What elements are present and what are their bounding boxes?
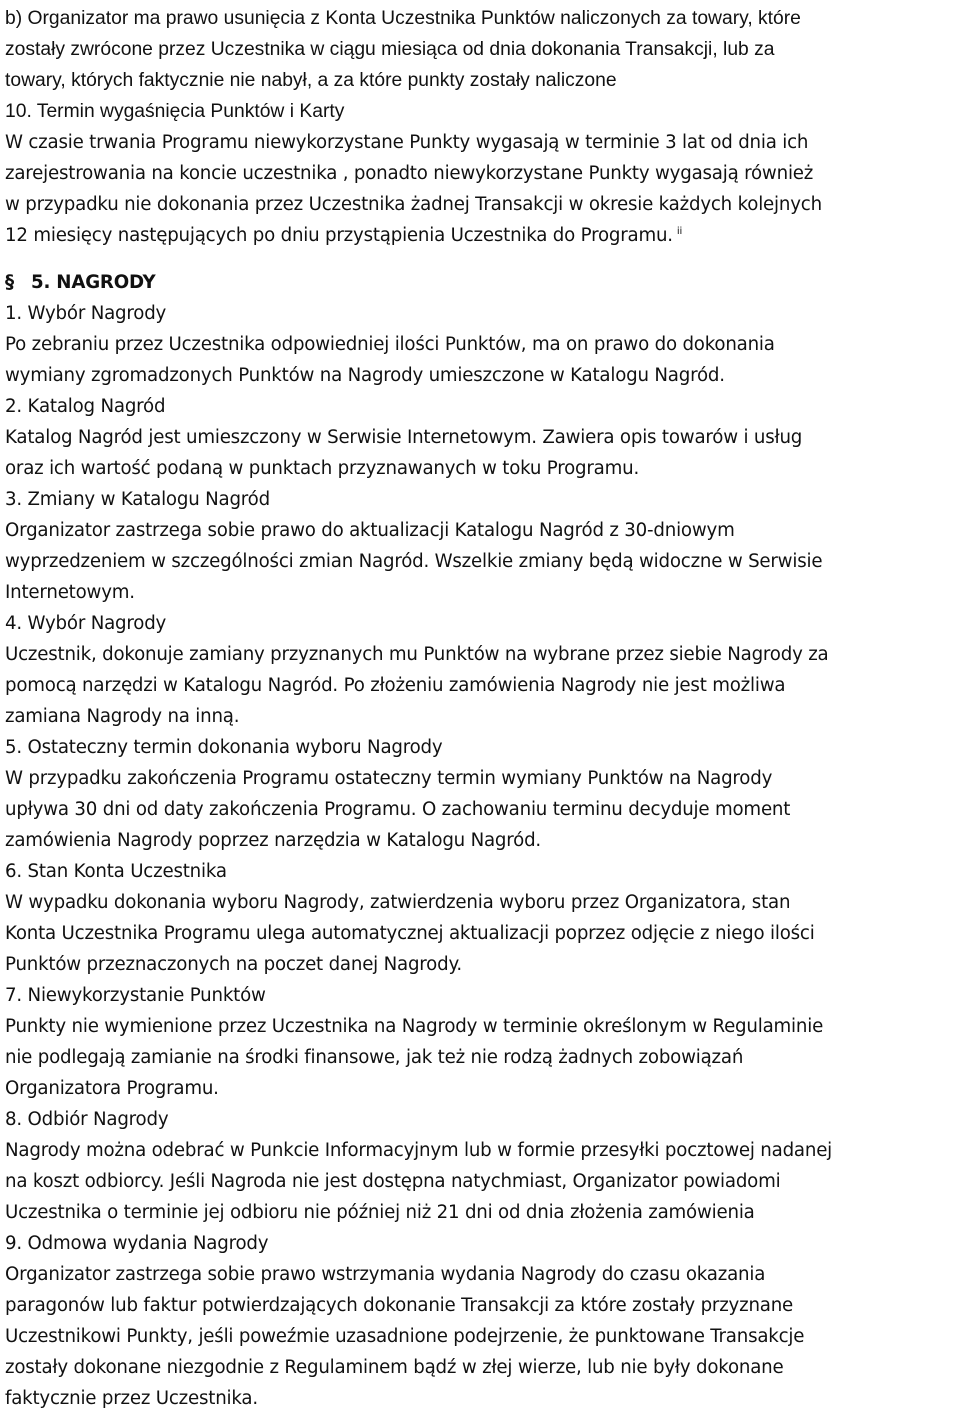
text-line: zostały zwrócone przez Uczestnika w ciągu miesiąca od dnia dokonania Transakcji, lub za [5, 39, 775, 60]
text-line: upływa 30 dni od daty zakończenia Programu. O zachowaniu terminu decyduje moment [5, 799, 791, 820]
text-line: W wypadku dokonania wyboru Nagrody, zatwierdzenia wyboru przez Organizatora, stan [5, 892, 791, 913]
text-line: towary, których faktycznie nie nabył, a za które punkty zostały naliczone [5, 70, 617, 91]
text-line: zamiana Nagrody na inną. [5, 706, 240, 727]
text-line: zamówienia Nagrody poprzez narzędzia w Katalogu Nagród. [5, 830, 542, 851]
section-item-heading: 3. Zmiany w Katalogu Nagród [5, 489, 270, 510]
text-line: W czasie trwania Programu niewykorzystane Punkty wygasają w terminie 3 lat od dnia ich [5, 132, 809, 153]
section-heading [5, 267, 957, 298]
section-item-heading: 6. Stan Konta Uczestnika [5, 861, 227, 882]
intro-paragraph [5, 3, 957, 127]
text-line: Uczestnikowi Punkty, jeśli poweźmie uzasadnione podejrzenie, że punktowane Transakcje [5, 1326, 805, 1347]
text-line: Organizator zastrzega sobie prawo wstrzymania wydania Nagrody do czasu okazania [5, 1264, 766, 1285]
text-line: Uczestnika o terminie jej odbioru nie później niż 21 dni od dnia złożenia zamówienia [5, 1202, 755, 1223]
text-line: Konta Uczestnika Programu ulega automatycznej aktualizacji poprzez odjęcie z niego ilości [5, 923, 815, 944]
text-line: b) Organizator ma prawo usunięcia z Konta Uczestnika Punktów naliczonych za towary, które [5, 8, 801, 29]
rewards-section-body [5, 298, 957, 1414]
text-line: W przypadku zakończenia Programu ostateczny termin wymiany Punktów na Nagrody [5, 768, 773, 789]
text-line: Organizator zastrzega sobie prawo do aktualizacji Katalogu Nagród z 30-dniowym [5, 520, 735, 541]
section-item-heading: 4. Wybór Nagrody [5, 613, 167, 634]
text-line-with-footnote [5, 220, 957, 251]
section-symbol: § [5, 272, 14, 293]
section-item-heading: 7. Niewykorzystanie Punktów [5, 985, 266, 1006]
text-line: na koszt odbiorcy. Jeśli Nagroda nie jest dostępna natychmiast, Organizator powiadomi [5, 1171, 781, 1192]
text-line: Organizatora Programu. [5, 1078, 219, 1099]
text-line: Po zebraniu przez Uczestnika odpowiedniej ilości Punktów, ma on prawo do dokonania [5, 334, 775, 355]
text-line: zarejestrowania na koncie uczestnika , ponadto niewykorzystane Punkty wygasają również [5, 163, 814, 184]
text-line: pomocą narzędzi w Katalogu Nagród. Po złożeniu zamówienia Nagrody nie jest możliwa [5, 675, 786, 696]
text-line: wyprzedzeniem w szczególności zmian Nagród. Wszelkie zmiany będą widoczne w Serwisie [5, 551, 823, 572]
text-line: wymiany zgromadzonych Punktów na Nagrody umieszczone w Katalogu Nagród. [5, 365, 725, 386]
text-line: Internetowym. [5, 582, 135, 603]
text-line: Uczestnik, dokonuje zamiany przyznanych mu Punktów na wybrane przez siebie Nagrody za [5, 644, 829, 665]
section-title: 5. NAGRODY [31, 272, 156, 293]
footnote-reference: ii [676, 225, 683, 237]
text-line: Nagrody można odebrać w Punkcie Informacyjnym lub w formie przesyłki pocztowej nadanej [5, 1140, 833, 1161]
text-line: Katalog Nagród jest umieszczony w Serwisie Internetowym. Zawiera opis towarów i usług [5, 427, 803, 448]
text-line: Punktów przeznaczonych na poczet danej Nagrody. [5, 954, 463, 975]
text-line: oraz ich wartość podaną w punktach przyznawanych w toku Programu. [5, 458, 640, 479]
section-item-heading: 8. Odbiór Nagrody [5, 1109, 169, 1130]
section-item-heading: 2. Katalog Nagród [5, 396, 166, 417]
text-line: w przypadku nie dokonania przez Uczestnika żadnej Transakcji w okresie każdych kolejnych [5, 194, 822, 215]
points-expiry-paragraph [5, 127, 957, 251]
text-line: paragonów lub faktur potwierdzających dokonanie Transakcji za które zostały przyznane [5, 1295, 794, 1316]
text-line-content: 12 miesięcy następujących po dniu przystąpienia Uczestnika do Programu. [5, 225, 673, 246]
text-line: faktycznie przez Uczestnika. [5, 1388, 258, 1409]
text-line: Punkty nie wymienione przez Uczestnika na Nagrody w terminie określonym w Regulaminie [5, 1016, 824, 1037]
text-line: zostały dokonane niezgodnie z Regulaminem bądź w złej wierze, lub nie były dokonane [5, 1357, 784, 1378]
section-item-heading: 1. Wybór Nagrody [5, 303, 167, 324]
text-line: nie podlegają zamianie na środki finansowe, jak też nie rodzą żadnych zobowiązań [5, 1047, 744, 1068]
section-item-heading: 5. Ostateczny termin dokonania wyboru Nagrody [5, 737, 443, 758]
regulation-text [5, 3, 957, 1414]
section-item-heading: 9. Odmowa wydania Nagrody [5, 1233, 269, 1254]
points-expiry-heading: 10. Termin wygaśnięcia Punktów i Karty [5, 101, 345, 122]
